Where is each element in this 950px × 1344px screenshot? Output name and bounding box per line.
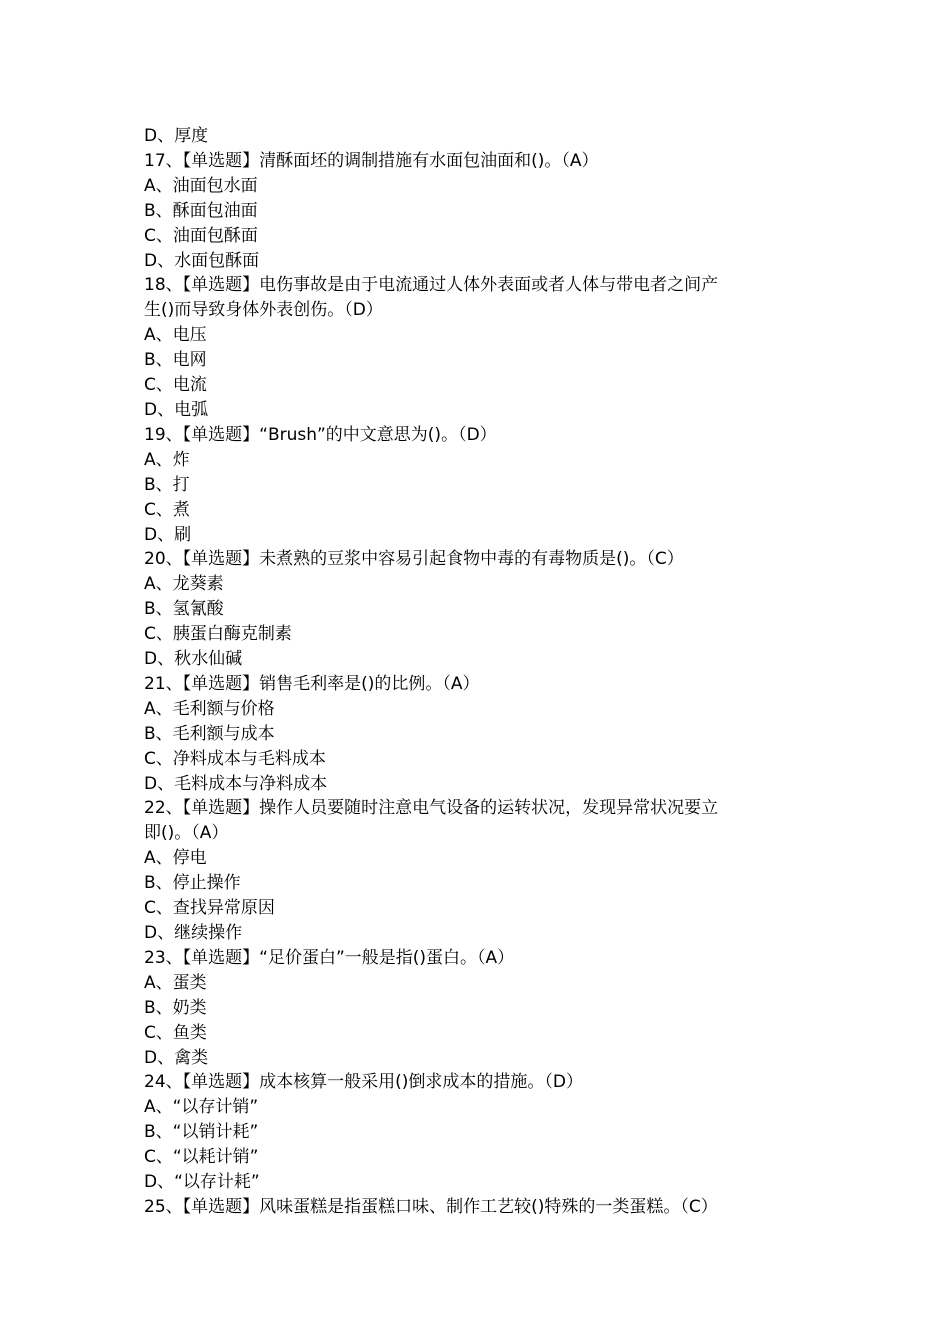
answer-option: C、胰蛋白酶克制素 bbox=[144, 624, 292, 645]
answer-option: A、毛利额与价格 bbox=[144, 698, 275, 719]
question-text bbox=[144, 672, 814, 697]
answer-option: B、氢氰酸 bbox=[144, 599, 224, 620]
answer-option: C、煮 bbox=[144, 499, 190, 520]
answer-option: A、停电 bbox=[144, 848, 207, 869]
question-text bbox=[144, 273, 814, 323]
answer-option: A、电压 bbox=[144, 325, 207, 346]
answer-option: B、打 bbox=[144, 474, 190, 495]
answer-option: D、禽类 bbox=[144, 1047, 209, 1068]
question-text-line: 20、【单选题】未煮熟的豆浆中容易引起食物中毒的有毒物质是()。（C） bbox=[144, 549, 684, 570]
question-text-line: 25、【单选题】风味蛋糕是指蛋糕口味、制作工艺较()特殊的一类蛋糕。（C） bbox=[144, 1196, 718, 1217]
question-text-line: 23、【单选题】“足价蛋白”一般是指()蛋白。（A） bbox=[144, 947, 515, 968]
document-page bbox=[144, 124, 814, 1220]
question-text bbox=[144, 423, 814, 448]
answer-option: B、奶类 bbox=[144, 997, 207, 1018]
answer-option: A、油面包水面 bbox=[144, 175, 258, 196]
question-text bbox=[144, 946, 814, 971]
answer-option: D、毛料成本与净料成本 bbox=[144, 773, 328, 794]
answer-option: A、“以存计销” bbox=[144, 1097, 259, 1118]
answer-option: D、水面包酥面 bbox=[144, 250, 260, 271]
question-text bbox=[144, 1195, 814, 1220]
answer-option: B、电网 bbox=[144, 350, 207, 371]
answer-option: D、秋水仙碱 bbox=[144, 649, 243, 670]
question-text bbox=[144, 149, 814, 174]
question-text-line: 19、【单选题】“Brush”的中文意思为()。（D） bbox=[144, 424, 497, 445]
answer-option: B、毛利额与成本 bbox=[144, 723, 275, 744]
answer-option: C、电流 bbox=[144, 375, 207, 396]
answer-option: C、油面包酥面 bbox=[144, 225, 258, 246]
answer-option: B、酥面包油面 bbox=[144, 200, 258, 221]
question-text-line: 生()而导致身体外表创伤。（D） bbox=[144, 300, 383, 321]
answer-option: B、“以销计耗” bbox=[144, 1122, 259, 1143]
question-text-line: 即()。（A） bbox=[144, 823, 229, 844]
answer-option: C、净料成本与毛料成本 bbox=[144, 748, 326, 769]
answer-option: D、继续操作 bbox=[144, 923, 243, 943]
question-text bbox=[144, 547, 814, 572]
answer-option: D、“以存计耗” bbox=[144, 1172, 260, 1193]
answer-option: A、蛋类 bbox=[144, 972, 207, 993]
question-text-line: 17、【单选题】清酥面坯的调制措施有水面包油面和()。（A） bbox=[144, 150, 599, 171]
question-text-line: 21、【单选题】销售毛利率是()的比例。（A） bbox=[144, 673, 480, 694]
answer-option: C、“以耗计销” bbox=[144, 1147, 259, 1168]
answer-option: A、炸 bbox=[144, 449, 190, 470]
question-text-line: 18、【单选题】电伤事故是由于电流通过人体外表面或者人体与带电者之间产 bbox=[144, 275, 719, 296]
answer-option: D、厚度 bbox=[144, 126, 209, 146]
question-text bbox=[144, 1070, 814, 1095]
question-text-line: 22、【单选题】操作人员要随时注意电气设备的运转状况，发现异常状况要立 bbox=[144, 798, 719, 819]
answer-option: D、电弧 bbox=[144, 399, 209, 420]
answer-option: D、刷 bbox=[144, 524, 192, 545]
question-text bbox=[144, 796, 814, 846]
answer-option: B、停止操作 bbox=[144, 873, 241, 894]
answer-option: C、查找异常原因 bbox=[144, 898, 275, 919]
question-text-line: 24、【单选题】成本核算一般采用()倒求成本的措施。（D） bbox=[144, 1072, 583, 1093]
answer-option: A、龙葵素 bbox=[144, 574, 224, 595]
answer-option: C、鱼类 bbox=[144, 1022, 207, 1043]
